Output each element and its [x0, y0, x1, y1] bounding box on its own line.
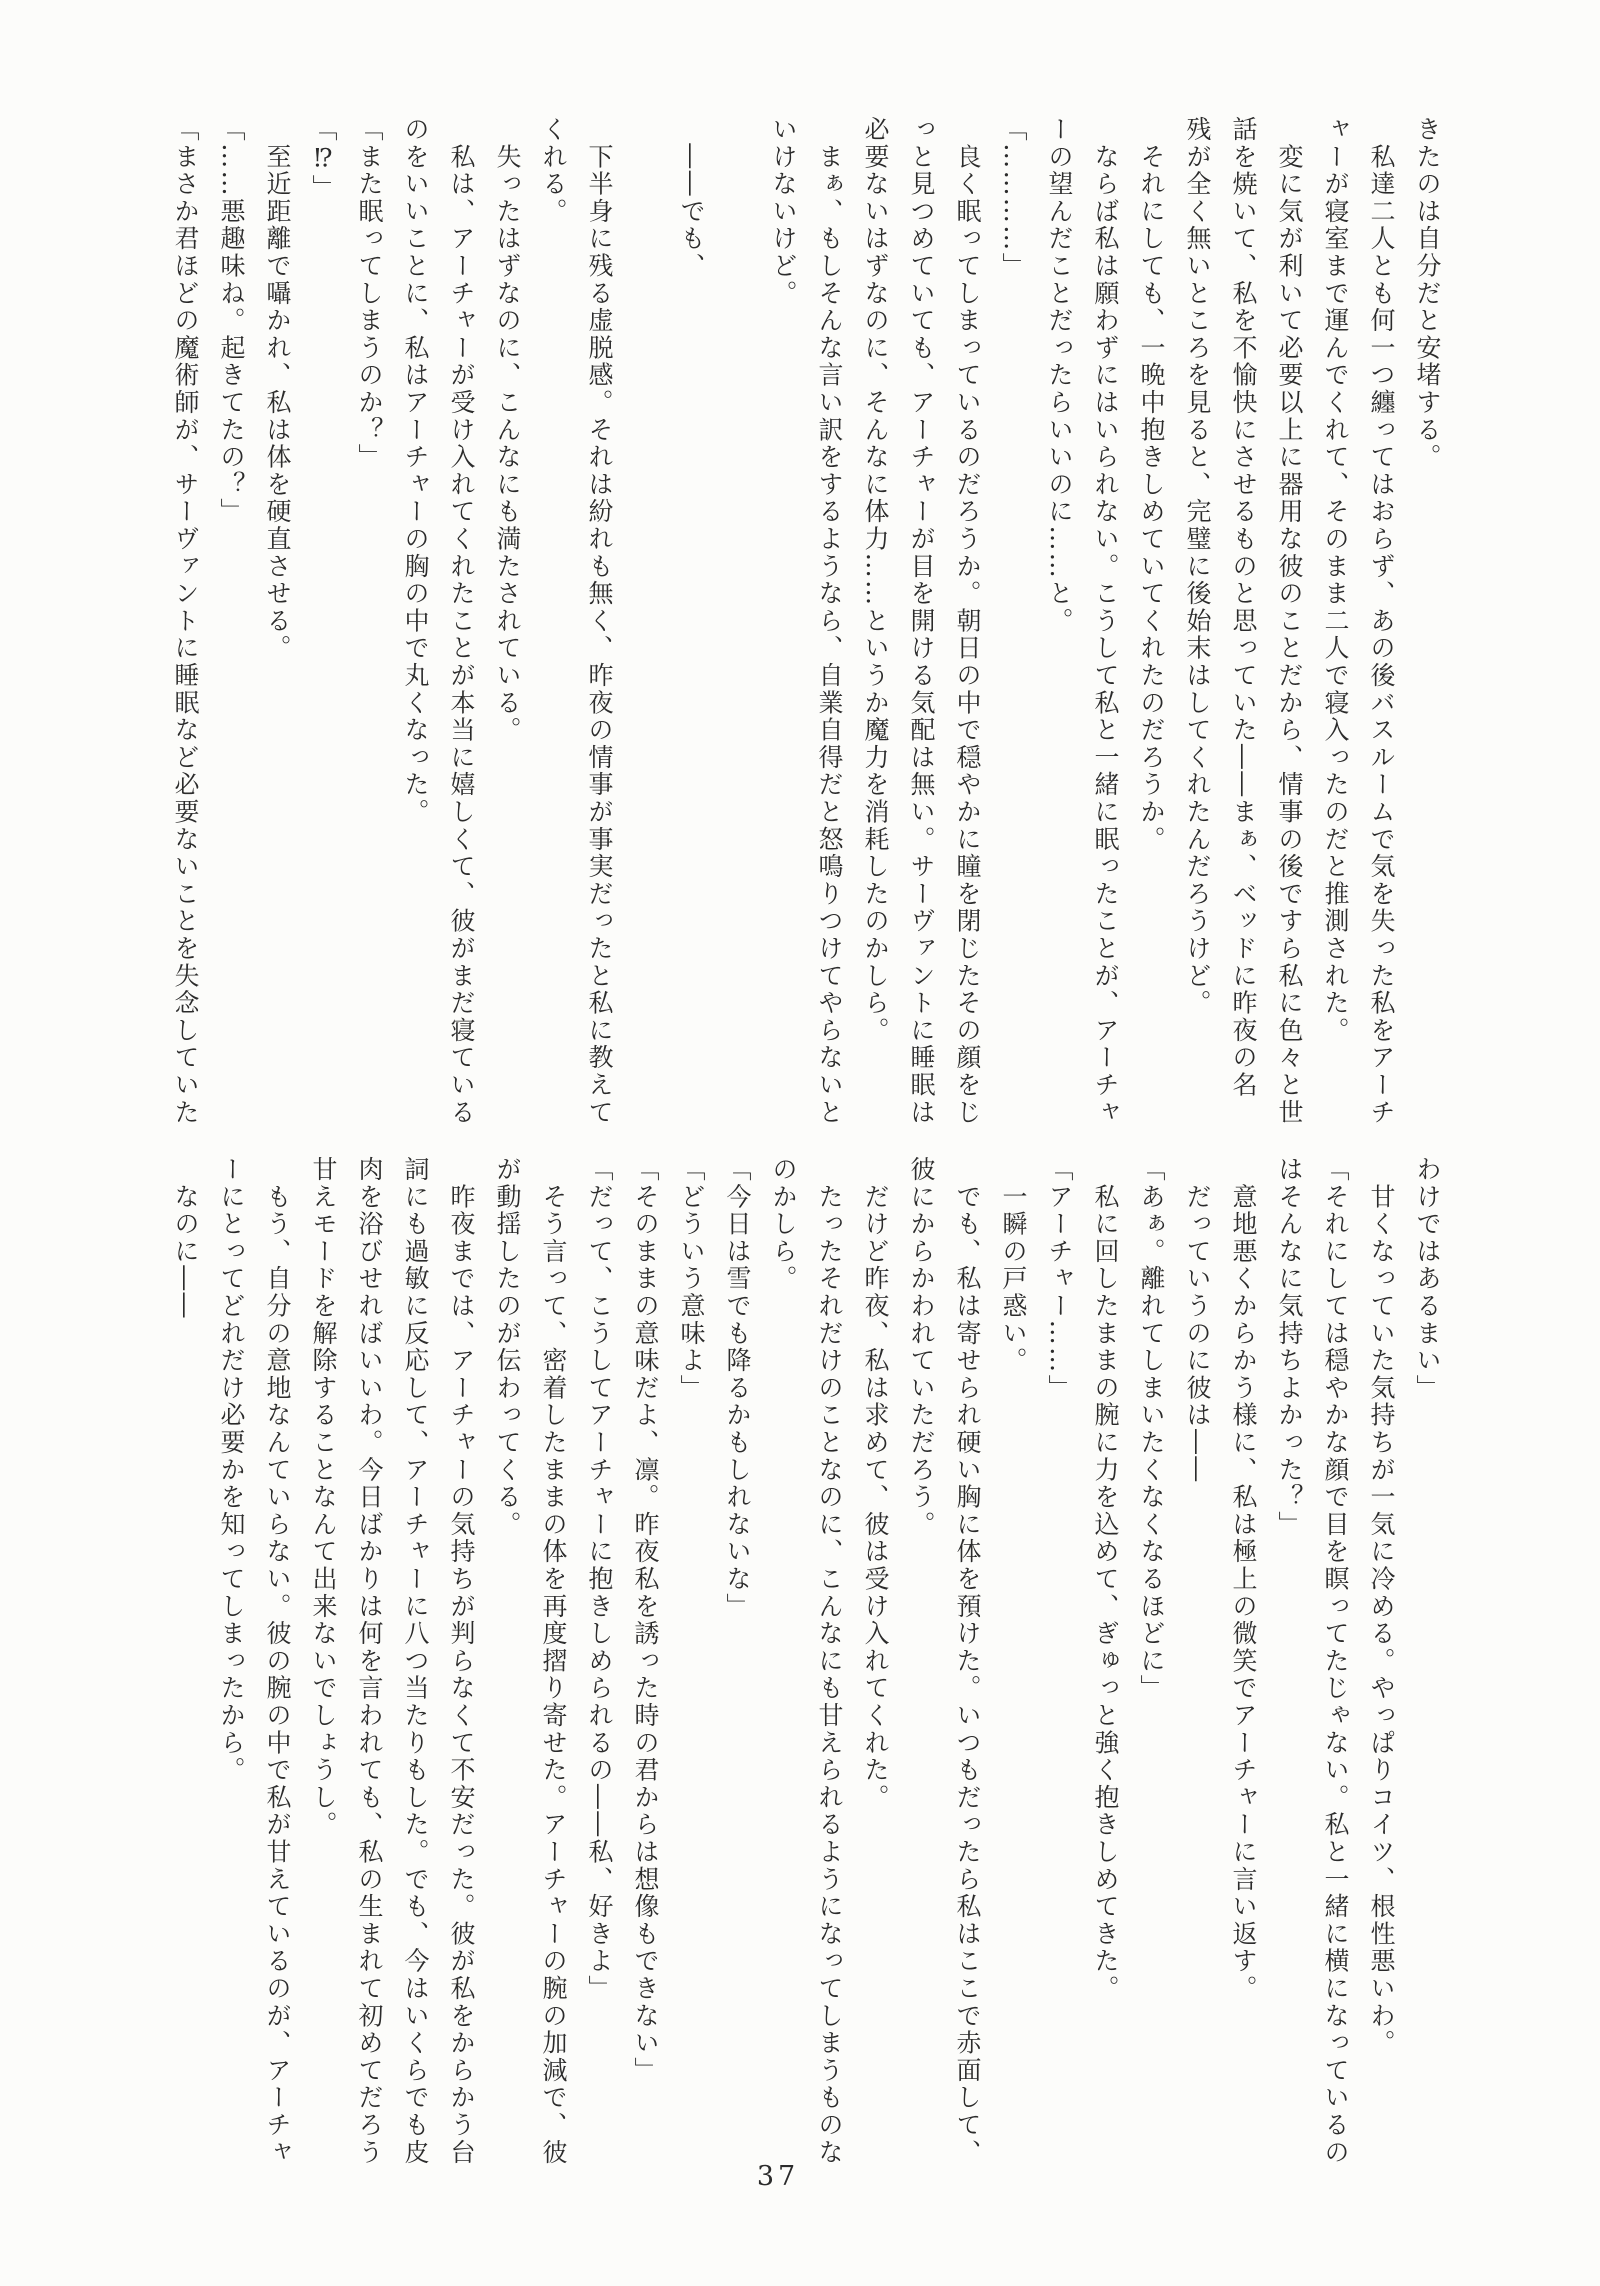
- text-column: たったそれだけのことなのに、こんなにも甘えられるようになってしまうものな: [815, 1156, 844, 2167]
- text-column: 残が全く無いところを見ると、完璧に後始末はしてくれたんだろうけど。: [1183, 116, 1212, 1017]
- text-column-blank: [622, 116, 668, 1188]
- text-column: 「今日は雪でも降るかもしれないな」: [723, 1156, 752, 1621]
- text-column: 「そのままの意味だよ、凛。昨夜私を誘った時の君からは想像もできない」: [631, 1156, 660, 2085]
- text-column: 一瞬の戸惑い。: [999, 1156, 1028, 1375]
- text-column: 必要ないはずなのに、そんなに体力……というか魔力を消耗したのかしら。: [861, 116, 890, 1045]
- text-column: のかしら。: [769, 1156, 798, 1293]
- text-column: 私は、アーチャーが受け入れてくれたことが本当に嬉しくて、彼がまだ寝ている: [447, 116, 476, 1127]
- text-column: 「まさか君ほどの魔術師が、サーヴァントに睡眠など必要ないことを失念していた: [171, 116, 200, 1127]
- text-column: 至近距離で囁かれ、私は体を硬直させる。: [263, 116, 292, 662]
- text-column: 彼にからかわれていただろう。: [907, 1156, 936, 1539]
- text-column: ――でも、: [677, 116, 706, 280]
- text-column: くれる。: [539, 116, 568, 226]
- text-column: いけないけど。: [769, 116, 798, 308]
- text-column: 「また眠ってしまうのか？」: [355, 116, 384, 471]
- page-number: 37: [756, 2161, 800, 2192]
- text-column: 「⁉」: [309, 116, 338, 202]
- text-column: 「あぁ。離れてしまいたくなくなるほどに」: [1137, 1156, 1166, 1702]
- text-column: 話を焼いて、私を不愉快にさせるものと思っていた――まぁ、ベッドに昨夜の名: [1229, 116, 1258, 1099]
- text-column: はそんなに気持ちよかった？」: [1275, 1156, 1304, 1539]
- text-column: 良く眠ってしまっているのだろうか。朝日の中で穏やかに瞳を閉じたその顔をじ: [953, 116, 982, 1127]
- text-column: ーにとってどれだけ必要かを知ってしまったから。: [217, 1156, 246, 1784]
- text-column: まぁ、もしそんな言い訳をするようなら、自業自得だと怒鳴りつけてやらないと: [815, 116, 844, 1127]
- text-column: なのに――: [171, 1156, 200, 1320]
- text-column: が動揺したのが伝わってくる。: [493, 1156, 522, 1539]
- text-column: 「……悪趣味ね。起きてたの？」: [217, 116, 246, 526]
- text-column: 私達二人とも何一つ纏ってはおらず、あの後バスルームで気を失った私をアーチ: [1367, 116, 1396, 1127]
- text-column: 肉を浴びせればいいわ。今日ばかりは何を言われても、私の生まれて初めてだろう: [355, 1156, 384, 2167]
- text-column: 「アーチャー……」: [1045, 1156, 1074, 1402]
- text-column: ーの望んだことだったらいいのに……と。: [1045, 116, 1074, 635]
- text-column: だけど昨夜、私は求めて、彼は受け入れてくれた。: [861, 1156, 890, 1812]
- text-column-blank: [714, 116, 760, 1188]
- text-column: 私に回したままの腕に力を込めて、ぎゅっと強く抱きしめてきた。: [1091, 1156, 1120, 2003]
- text-column: 甘くなっていた気持ちが一気に冷める。やっぱりコイツ、根性悪いわ。: [1367, 1156, 1396, 2057]
- text-column: だっていうのに彼は――: [1183, 1156, 1212, 1484]
- text-column: きたのは自分だと安堵する。: [1413, 116, 1442, 471]
- text-column: ャーが寝室まで運んでくれて、そのまま二人で寝入ったのだと推測された。: [1321, 116, 1350, 1045]
- text-column: 昨夜までは、アーチャーの気持ちが判らなくて不安だった。彼が私をからかう台: [447, 1156, 476, 2167]
- text-column: それにしても、一晩中抱きしめていてくれたのだろうか。: [1137, 116, 1166, 854]
- text-column: わけではあるまい」: [1413, 1156, 1442, 1402]
- text-column: 変に気が利いて必要以上に器用な彼のことだから、情事の後ですら私に色々と世: [1275, 116, 1304, 1127]
- text-column: のをいいことに、私はアーチャーの胸の中で丸くなった。: [401, 116, 430, 826]
- text-column: そう言って、密着したままの体を再度摺り寄せた。アーチャーの腕の加減で、彼: [539, 1156, 568, 2167]
- text-column: もう、自分の意地なんていらない。彼の腕の中で私が甘えているのが、アーチャ: [263, 1156, 292, 2167]
- text-column: 失ったはずなのに、こんなにも満たされている。: [493, 116, 522, 744]
- text-column: 意地悪くからかう様に、私は極上の微笑でアーチャーに言い返す。: [1229, 1156, 1258, 2003]
- text-column: でも、私は寄せられ硬い胸に体を預けた。いつもだったら私はここで赤面して、: [953, 1156, 982, 2167]
- text-column: っと見つめていても、アーチャーが目を開ける気配は無い。サーヴァントに睡眠は: [907, 116, 936, 1127]
- text-column: 「それにしては穏やかな顔で目を瞑ってたじゃない。私と一緒に横になっているの: [1321, 1156, 1350, 2167]
- text-column: 詞にも過敏に反応して、アーチャーに八つ当たりもした。でも、今はいくらでも皮: [401, 1156, 430, 2167]
- text-column: ならば私は願わずにはいられない。こうして私と一緒に眠ったことが、アーチャ: [1091, 116, 1120, 1127]
- text-block-lower: [162, 1156, 1450, 2228]
- text-column: 「だって、こうしてアーチャーに抱きしめられるの――私、好きよ」: [585, 1156, 614, 2003]
- text-column: 下半身に残る虚脱感。それは紛れも無く、昨夜の情事が事実だったと私に教えて: [585, 116, 614, 1127]
- text-column: 「どういう意味よ」: [677, 1156, 706, 1402]
- text-column: 「…………」: [999, 116, 1028, 280]
- text-block-upper: [162, 116, 1450, 1188]
- text-column: 甘えモードを解除することなんて出来ないでしょうし。: [309, 1156, 338, 1839]
